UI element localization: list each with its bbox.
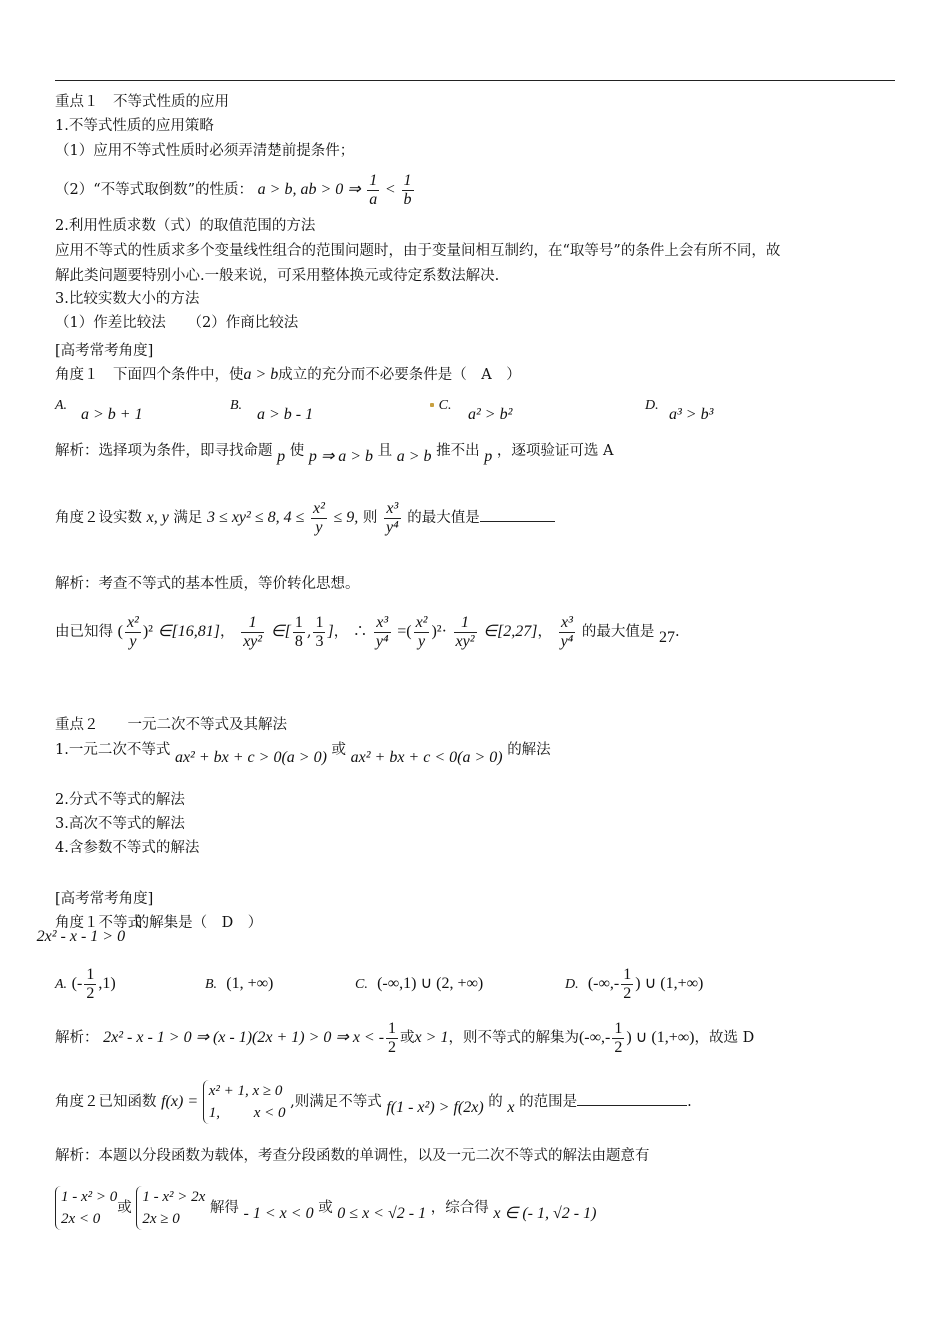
heading-2-3: 3.高次不等式的解法 — [55, 816, 185, 832]
option-a: A. — [55, 398, 68, 413]
system-1-brace: 1 - x² > 0 2x < 0 — [55, 1186, 117, 1230]
option-b-math: a > b - 1 — [257, 406, 314, 423]
question-1-1 — [55, 365, 521, 385]
q1-stem-end: 成立的充分而不必要条件是（ A ） — [278, 367, 521, 383]
question-2-1: 角度１不等式 2x² - x - 1 > 0 的解集是（ D ） — [36, 915, 263, 945]
frac-x3-over-y4: $\frac{\text{x³}}{\text{y⁴}}$ — [386, 499, 399, 536]
option-2b: B. (1, +∞) — [205, 975, 274, 992]
q1-stem: 角度１ 下面四个条件中，使 — [55, 367, 244, 383]
option-d-math: a³ > b³ — [669, 406, 714, 423]
frac-1-over-a: $\frac{1}{a}$ — [369, 171, 378, 208]
option-c-math: a² > b² — [468, 406, 513, 423]
top-rule — [55, 80, 895, 81]
option-b: B. — [230, 398, 243, 413]
option-2a: A. (- $\frac{1}{2}$ ,1) — [55, 965, 116, 1002]
answer-blank-2 — [577, 1091, 687, 1106]
q2-2-analysis: 解析：本题以分段函数为载体，考查分段函数的单调性，以及一元二次不等式的解法由题意有 — [55, 1148, 650, 1164]
q1-options — [55, 395, 895, 425]
q2-2-solution: 1 - x² > 0 2x < 0 或 1 - x² > 2x 2x ≥ 0 解得 - 1 < x < 0 或 0 ≤ x < √2 - 1 ，综合得 x ∈ (- 1, √2 - 1) — [55, 1186, 596, 1230]
frac-1-over-b: $\frac{1}{b}$ — [403, 171, 412, 208]
q2-analysis: 解析：考查不等式的基本性质，等价转化思想。 — [55, 576, 360, 592]
heading-2-4: 4.含参数不等式的解法 — [55, 840, 200, 856]
heading-2-2: 2.分式不等式的解法 — [55, 792, 185, 808]
piecewise-brace: x² + 1, x ≥ 0 1, x < 0 — [203, 1080, 286, 1124]
exam-tag-2: [高考常考角度] — [55, 891, 154, 907]
para-1: （1）应用不等式性质时必须弄清楚前提条件； — [55, 143, 355, 159]
para-5: （1）作差比较法 （2）作商比较法 — [55, 315, 299, 331]
answer-blank-1 — [480, 507, 555, 522]
para-2: （2）“不等式取倒数”的性质： a > b, ab > 0 ⇒ $\frac{1}{a}$ < $\frac{1}{b}$ — [55, 171, 412, 208]
section-title-2: 重点２ 一元二次不等式及其解法 — [55, 717, 287, 733]
max-value: 27 — [659, 629, 676, 646]
para-3: 应用不等式的性质求多个变量线性组合的范围问题时，由于变量间相互制约，在“取等号”的条件上会有所不同，故 — [55, 243, 781, 259]
heading-1-1: 1.不等式性质的应用策略 — [55, 118, 214, 134]
option-c: C. — [430, 395, 451, 416]
option-d: D. — [645, 398, 659, 413]
system-2-brace: 1 - x² > 2x 2x ≥ 0 — [136, 1186, 205, 1230]
option-2d: D. (-∞,- $\frac{1}{2}$ ) ∪ (1,+∞) — [565, 965, 704, 1002]
q1-analysis: 解析：选择项为条件，即寻找命题 p 使 p ⇒ a > b 且 a > b 推不出 p ，逐项验证可选 A — [55, 443, 614, 465]
heading-1-2: 2.利用性质求数（式）的取值范围的方法 — [55, 218, 316, 234]
exam-tag-1: [高考常考角度] — [55, 343, 154, 359]
question-2-2: 角度２已知函数 f(x) = x² + 1, x ≥ 0 1, x < 0 ,则满足不等式 f(1 - x²) > f(2x) 的 x 的范围是 . — [55, 1080, 692, 1124]
heading-2-1: 1.一元二次不等式 ax² + bx + c > 0(a > 0) 或 ax² + bx + c < 0(a > 0) 的解法 — [55, 742, 551, 766]
para-2-text: （2）“不等式取倒数”的性质： — [55, 182, 254, 198]
section-title-1: 重点１ 不等式性质的应用 — [55, 94, 229, 110]
q1-stem-math: a > b — [243, 366, 279, 383]
reciprocal-rule-math: a > b, ab > 0 ⇒ — [257, 181, 361, 198]
option-2c: C. (-∞,1) ∪ (2, +∞) — [355, 975, 484, 992]
q2-1-options — [55, 962, 895, 1006]
heading-1-3: 3.比较实数大小的方法 — [55, 291, 200, 307]
question-1-2: 角度２设实数 x, y 满足 3 ≤ xy² ≤ 8, 4 ≤ $\frac{\text{x²}}{y}$ ≤ 9, 则 $\frac{\text{x³}}{\text{y⁴}}$ 的最大值是 — [55, 498, 555, 538]
q2-1-analysis: 解析： 2x² - x - 1 > 0 ⇒ (x - 1)(2x + 1) > 0 ⇒ x < - $\frac{1}{2}$ 或x > 1，则不等式的解集为(-∞,- $\frac{1}{2}$ ) ∪ (1,+∞)，故选 D — [55, 1019, 755, 1056]
q2-derivation: 由已知得 ( $\frac{\text{x²}}{y}$ )² ∈[16,81]， $\frac{1}{\text{xy²}}$ ∈[ $\frac{1}{8}$ , $\frac{1}{3}$ ]， ∴ $\frac{\text{x³}}{\text{y⁴}}$ =( $\frac{\text{x²}}{y}$ )²· $\frac{1}{\text{xy²}}$ ∈[2,27]， $\frac{\text{x³}}{\text{y⁴}}$ 的最大值是 27. — [55, 613, 680, 650]
frac-x2-over-y: $\frac{\text{x²}}{y}$ — [312, 499, 325, 536]
option-a-math: a > b + 1 — [81, 406, 143, 423]
para-4: 解此类问题要特别小心.一般来说，可采用整体换元或待定系数法解决. — [55, 268, 500, 284]
